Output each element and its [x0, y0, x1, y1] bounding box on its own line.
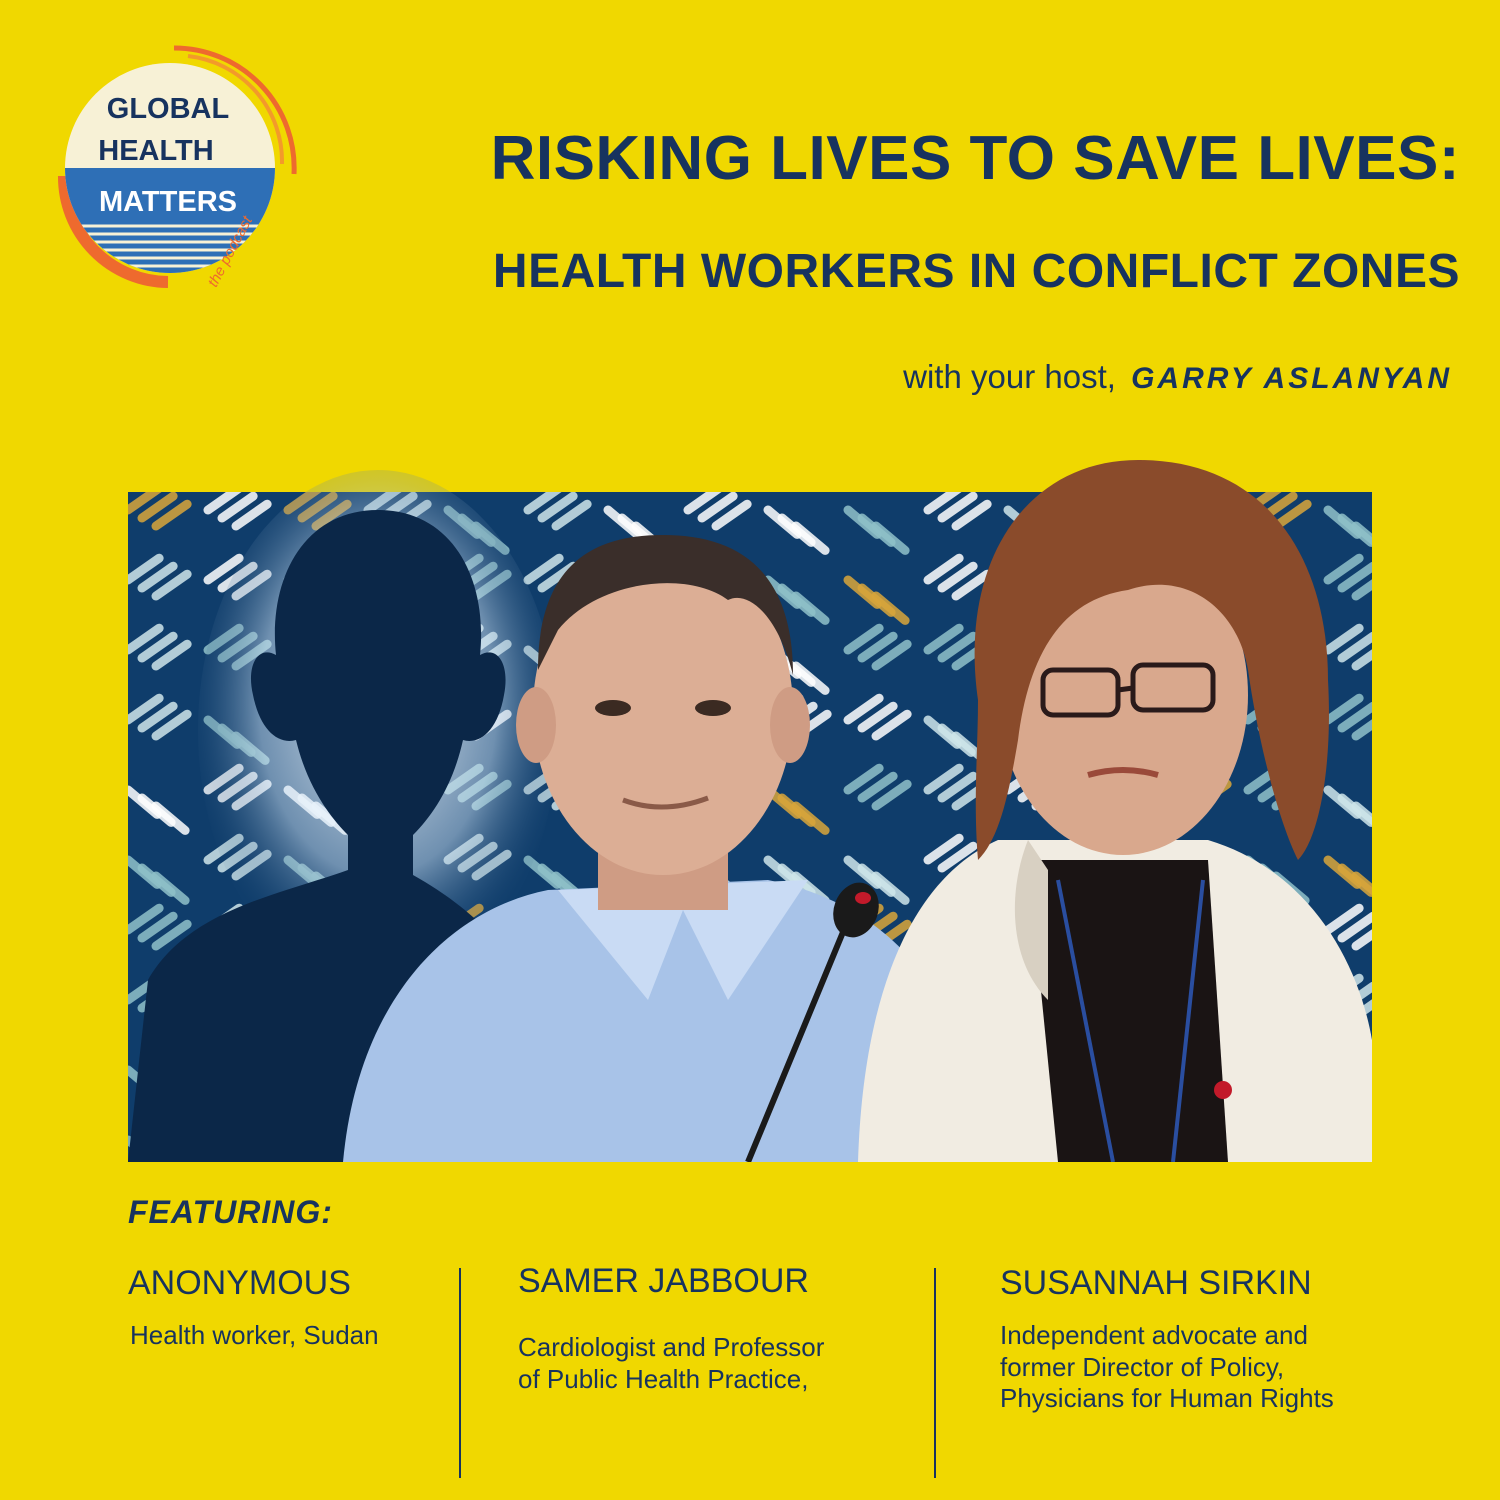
host-name: GARRY ASLANYAN: [1131, 362, 1452, 395]
guest-1-role: [130, 1320, 379, 1352]
guest-3-role-line: Independent advocate and: [1000, 1320, 1308, 1350]
guest-3-role: [1000, 1320, 1334, 1415]
guest-2-role-line: of Public Health Practice,: [518, 1363, 809, 1394]
guest-2-role: [518, 1332, 824, 1395]
global-health-matters-logo: [38, 36, 300, 298]
guest-1-role-line: Health worker, Sudan: [130, 1320, 379, 1350]
episode-subtitle: HEALTH WORKERS IN CONFLICT ZONES: [492, 245, 1460, 298]
featuring-label: FEATURING:: [128, 1194, 333, 1230]
logo-line-1: GLOBAL: [106, 93, 230, 125]
logo-tagline: the podcast: [204, 213, 256, 290]
guest-3-role-line: Physicians for Human Rights: [1000, 1383, 1334, 1414]
divider: [459, 1268, 461, 1478]
divider: [934, 1268, 936, 1478]
episode-title: RISKING LIVES TO SAVE LIVES:: [490, 124, 1460, 193]
guest-2-name: SAMER JABBOUR: [518, 1262, 809, 1300]
logo-line-2: HEALTH: [98, 135, 214, 167]
guest-3-name: SUSANNAH SIRKIN: [1000, 1264, 1312, 1302]
guest-3-role-line: former Director of Policy,: [1000, 1351, 1285, 1382]
host-prefix: with your host,: [903, 358, 1116, 395]
logo-line-3: MATTERS: [98, 186, 238, 218]
guest-1-name: ANONYMOUS: [128, 1264, 351, 1302]
guest-2-role-line: Cardiologist and Professor: [518, 1332, 825, 1362]
guest-photo-composite: [128, 440, 1372, 1162]
host-line: [700, 360, 1452, 394]
